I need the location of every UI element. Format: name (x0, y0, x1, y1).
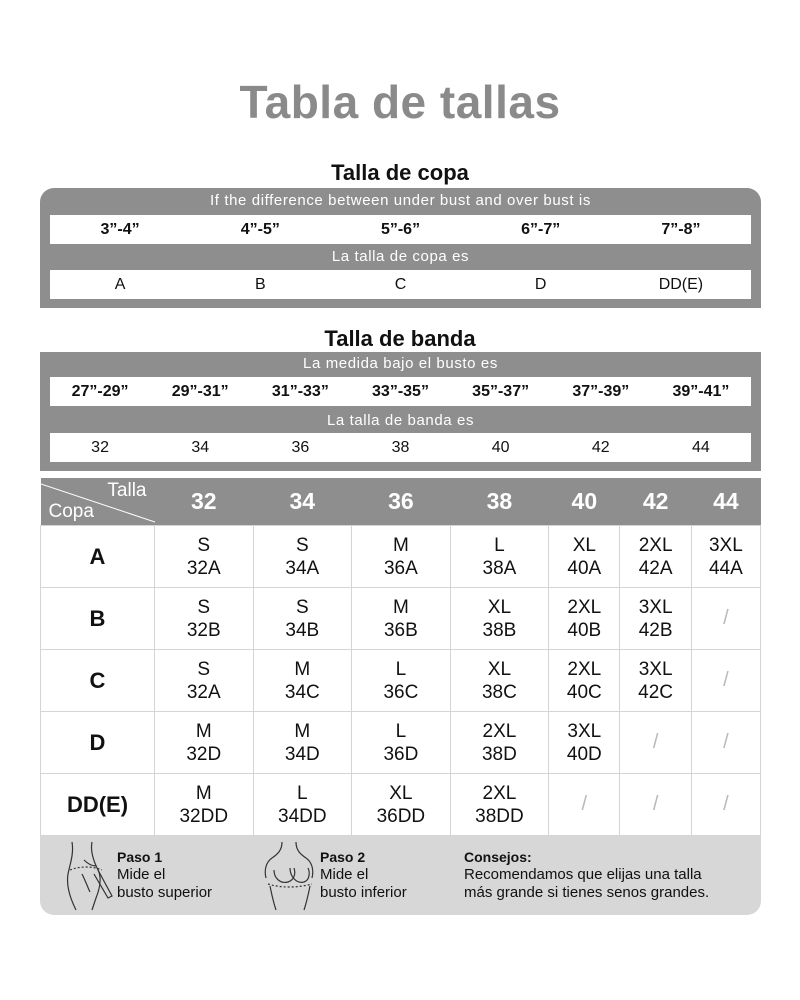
grid-row (41, 712, 761, 774)
bra-size-code: 32A (186, 557, 221, 579)
size-label: S (295, 534, 309, 556)
page-title: Tabla de tallas (239, 76, 561, 128)
grid-row-header: DD(E) (41, 774, 155, 836)
tips-line1: Recomendamos que elijas una talla (464, 866, 702, 883)
tips (464, 848, 709, 902)
size-label: XL (389, 782, 413, 804)
tips-title: Consejos: (464, 849, 532, 865)
size-cell (352, 650, 451, 712)
band-sizes-row (50, 433, 751, 462)
grid-row (41, 526, 761, 588)
step-1-title: Paso 1 (117, 849, 163, 865)
tips-line2: más grande si tienes senos grandes. (464, 884, 710, 901)
size-cell (549, 588, 620, 650)
size-cell (620, 526, 691, 588)
size-cell (155, 526, 254, 588)
size-label: 3XL (708, 534, 743, 556)
size-cell-unavailable (549, 774, 620, 836)
band-result-label: La talla de banda es (326, 412, 475, 429)
size-label: S (197, 658, 211, 680)
band-size: 44 (692, 438, 710, 456)
grid-row-header: B (41, 588, 155, 650)
grid-column-header: 42 (620, 478, 691, 526)
cup-range: 3”-4” (100, 220, 140, 238)
bra-size-code: 32DD (179, 805, 229, 827)
bra-size-code: 32A (186, 681, 221, 703)
size-cell-unavailable (620, 712, 691, 774)
measure-upper-bust-icon (62, 840, 122, 912)
step-2 (320, 848, 407, 902)
size-cell (253, 774, 352, 836)
band-size: 40 (491, 438, 510, 456)
band-ranges-row (50, 377, 751, 406)
bra-size-code: 36B (383, 619, 418, 641)
size-cell-unavailable (691, 774, 760, 836)
grid-row-header: C (41, 650, 155, 712)
size-cell-unavailable (691, 712, 760, 774)
grid-header-row (41, 478, 761, 526)
size-label: 2XL (482, 782, 517, 804)
size-grid (40, 478, 761, 836)
band-range: 33”-35” (372, 382, 429, 400)
bra-size-code: 38DD (475, 805, 524, 827)
unavailable-mark: / (723, 793, 729, 815)
step-1 (117, 848, 212, 902)
bra-size-code: 36D (383, 743, 419, 765)
grid-row-header: D (41, 712, 155, 774)
unavailable-mark: / (652, 793, 659, 815)
size-label: M (195, 720, 212, 742)
bra-size-code: 38C (481, 681, 517, 703)
bra-size-code: 40D (566, 743, 602, 765)
size-cell (450, 650, 549, 712)
cup-range: 5”-6” (380, 220, 421, 238)
band-size: 42 (591, 438, 610, 456)
cup-size: C (394, 275, 407, 293)
bra-size-code: 34B (285, 619, 320, 641)
cup-size-heading: Talla de copa (331, 160, 469, 185)
size-cell (352, 712, 451, 774)
cup-range: 6”-7” (521, 220, 561, 238)
size-label: 3XL (567, 720, 602, 742)
size-cell (450, 774, 549, 836)
size-label: M (294, 720, 311, 742)
band-size: 34 (191, 438, 210, 456)
grid-column-header: 32 (155, 478, 254, 526)
bra-size-code: 38A (482, 557, 517, 579)
cup-result-label: La talla de copa es (331, 248, 470, 265)
cup-size: A (114, 275, 126, 293)
band-range: 35”-37” (472, 382, 530, 400)
size-cell-unavailable (620, 774, 691, 836)
cup-size: B (254, 275, 266, 293)
grid-row (41, 774, 761, 836)
bra-size-code: 36A (383, 557, 418, 579)
bra-size-code: 42A (638, 557, 673, 579)
cup-difference-label: If the difference between under bust and over bust is (210, 192, 591, 209)
bra-size-code: 40B (567, 619, 602, 641)
size-label: S (197, 534, 211, 556)
bra-size-code: 36DD (376, 805, 426, 827)
bra-size-code: 34D (284, 743, 320, 765)
size-cell (352, 526, 451, 588)
size-cell (549, 712, 620, 774)
corner-talla-label: Talla (107, 480, 147, 501)
size-cell (253, 526, 352, 588)
grid-column-header: 34 (253, 478, 352, 526)
cup-range: 7”-8” (661, 220, 701, 238)
unavailable-mark: / (652, 731, 659, 753)
size-label: XL (572, 534, 596, 556)
step-2-title: Paso 2 (320, 849, 366, 865)
size-cell (155, 712, 254, 774)
size-cell (620, 588, 691, 650)
size-cell (155, 588, 254, 650)
size-label: M (392, 534, 409, 556)
grid-column-header: 40 (549, 478, 620, 526)
size-label: M (294, 658, 311, 680)
size-label: L (494, 534, 505, 556)
unavailable-mark: / (723, 607, 729, 629)
size-cell-unavailable (691, 588, 760, 650)
grid-column-header: 38 (450, 478, 549, 526)
step-1-line2: busto superior (117, 884, 213, 901)
step-1-line1: Mide el (117, 866, 166, 883)
size-cell (450, 526, 549, 588)
size-label: 2XL (567, 658, 602, 680)
size-cell (450, 588, 549, 650)
size-label: 2XL (567, 596, 602, 618)
bra-size-code: 38D (481, 743, 517, 765)
size-label: XL (487, 658, 512, 680)
size-cell (691, 526, 760, 588)
size-cell (620, 650, 691, 712)
cup-range: 4”-5” (240, 220, 280, 238)
corner-copa-label: Copa (48, 501, 94, 522)
size-label: 3XL (638, 596, 673, 618)
size-cell (352, 774, 451, 836)
bra-size-code: 44A (708, 557, 743, 579)
grid-row (41, 588, 761, 650)
band-measure-label: La medida bajo el busto es (303, 355, 498, 372)
bra-size-code: 42C (638, 681, 674, 703)
size-label: S (197, 596, 211, 618)
size-label: 3XL (638, 658, 673, 680)
bra-size-code: 40A (567, 557, 602, 579)
bra-size-code: 34C (284, 681, 320, 703)
size-label: XL (487, 596, 512, 618)
band-range: 29”-31” (171, 382, 229, 400)
band-range: 39”-41” (672, 382, 730, 400)
step-2-line1: Mide el (320, 866, 369, 883)
unavailable-mark: / (723, 669, 729, 691)
band-size-heading: Talla de banda (324, 326, 476, 351)
bra-size-code: 36C (383, 681, 419, 703)
bra-size-code: 32D (186, 743, 222, 765)
size-cell (155, 774, 254, 836)
grid-corner (41, 478, 155, 526)
bra-size-code: 32B (186, 619, 221, 641)
grid-row (41, 650, 761, 712)
size-cell (253, 588, 352, 650)
size-cell (253, 712, 352, 774)
size-cell-unavailable (691, 650, 760, 712)
cup-size: DD(E) (658, 275, 704, 293)
measurement-footer (40, 836, 761, 915)
size-label: 2XL (638, 534, 673, 556)
grid-column-header: 44 (691, 478, 760, 526)
size-cell (450, 712, 549, 774)
band-size: 38 (391, 438, 410, 456)
measure-under-bust-icon (260, 840, 320, 912)
unavailable-mark: / (723, 731, 729, 753)
size-cell (352, 588, 451, 650)
cup-sizes-row (50, 270, 751, 299)
band-size: 36 (291, 438, 310, 456)
bra-size-code: 34A (285, 557, 320, 579)
bra-size-code: 38B (482, 619, 517, 641)
size-label: M (392, 596, 409, 618)
size-label: L (297, 782, 308, 804)
cup-size-panel (40, 188, 761, 308)
grid-column-header: 36 (352, 478, 451, 526)
size-label: M (195, 782, 212, 804)
size-cell (549, 650, 620, 712)
band-range: 31”-33” (271, 382, 329, 400)
unavailable-mark: / (581, 793, 588, 815)
band-size-panel (40, 352, 761, 471)
size-label: 2XL (482, 720, 517, 742)
step-2-line2: busto inferior (320, 884, 407, 901)
cup-size: D (534, 275, 547, 293)
band-range: 27”-29” (71, 382, 129, 400)
size-cell (549, 526, 620, 588)
band-range: 37”-39” (572, 382, 630, 400)
cup-ranges-row (50, 215, 751, 244)
size-label: L (395, 658, 407, 680)
bra-size-code: 42B (638, 619, 673, 641)
band-size: 32 (91, 438, 109, 456)
size-label: L (395, 720, 407, 742)
bra-size-code: 40C (566, 681, 602, 703)
bra-size-code: 34DD (278, 805, 327, 827)
size-cell (253, 650, 352, 712)
grid-row-header: A (41, 526, 155, 588)
size-cell (155, 650, 254, 712)
size-label: S (295, 596, 309, 618)
